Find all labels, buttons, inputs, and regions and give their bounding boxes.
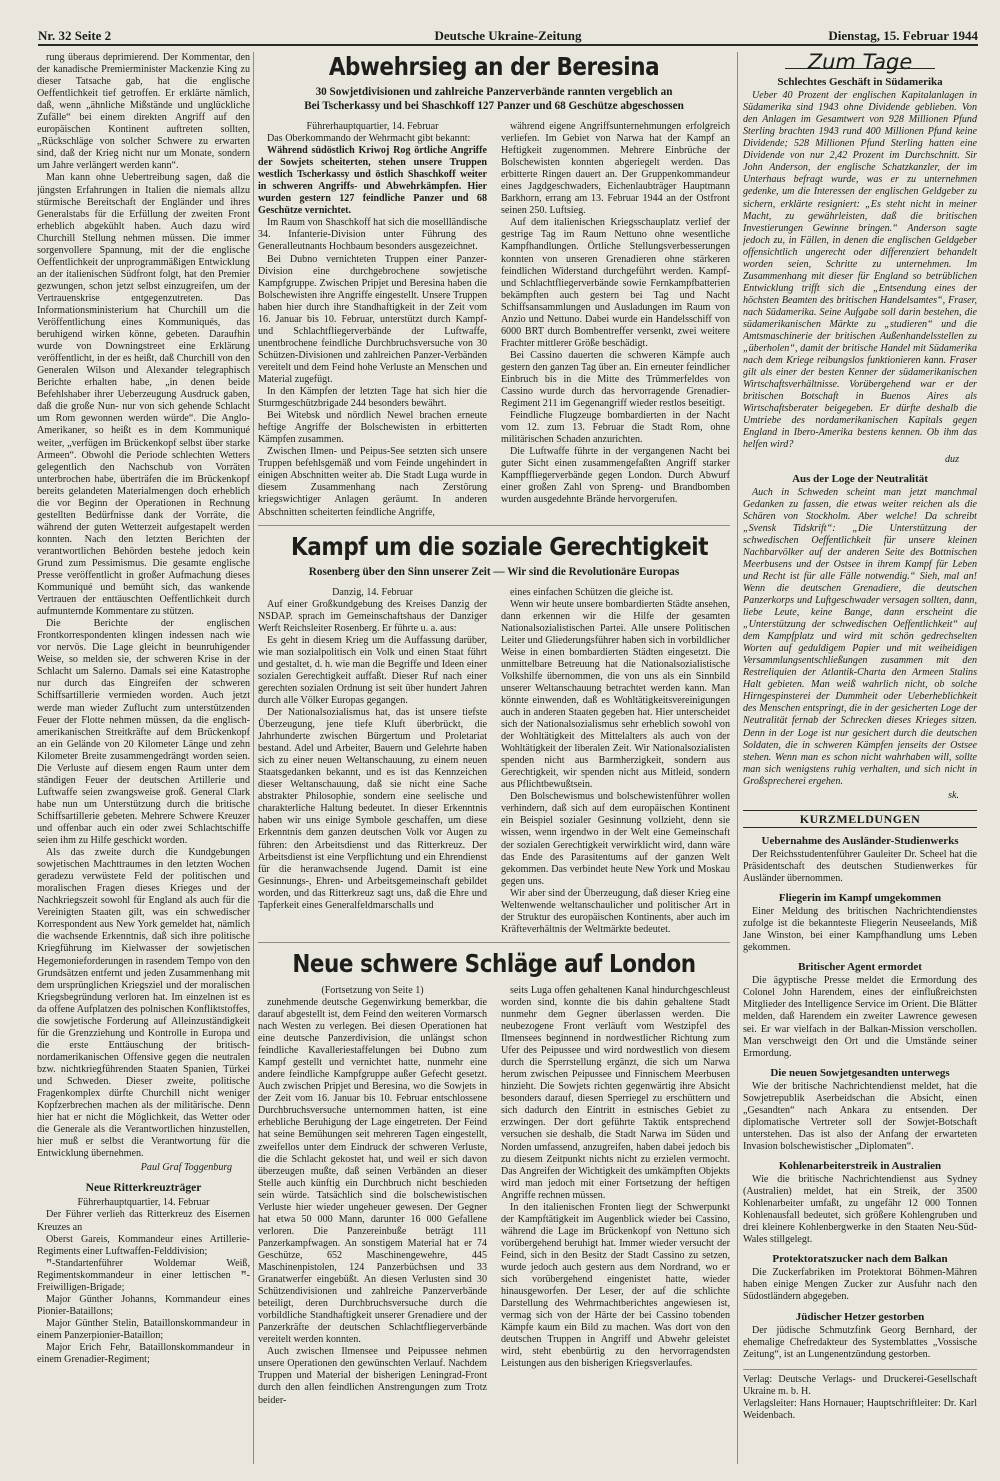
paragraph: In den italienischen Fronten liegt der Schwerpunkt der Kampftätigkeit im Augenblick wieder bei Cassino, während die Lage im Brückenkopf von Nettuno sich vorübergehend beruhigt hat. Immer wieder versucht der Feind, sich in den Besitz der Stadt Cassino zu setzen, wurde jedoch auch gestern aus dem Nordrand, wo er sich vorübergehend eingenistet hatte, wieder hinausgeworfen. Der Leser, der auf die schlichte Darstellung des Wehrmachtberichtes angewiesen ist, vermag sich von der Härte der bei Cassino tobenden Kämpfe kaum ein Bild zu machen. Was dort von den deutschen Truppen in Angriff und Abwehr geleistet wird, steht ebenbürtig zu den hervorragendsten Leistungen aus den bisherigen Kriegsverlaufes. xyxy=(501,1201,730,1370)
paragraph: Major Erich Fehr, Bataillonskommandeur in einem Grenadier-Regiment; xyxy=(37,1341,250,1366)
paragraph: Als das zweite durch die Kundgebungen sowjetischen Machttraumes in den letzten Wochen geradezu verwüstete Feld der politischen und moralischen Fragen dieses Krieges und der Nachkriegszeit sowohl für England als auch für die Vereinigten Staaten gilt, was ein schwedischer Korrespondent aus New York gemeldet hat, nämlich die wachsende Erkenntnis, daß sich ihre politische Kriegführung im Kielwasser der sowjetischen Hegemonieforderungen in rasendem Tempo von den Grundsätzen entfernt und jeden Zusammenhang mit dem ursprünglichen Kriegsziel und der moralischen Kriegsbegründung verloren hat. Im einzelnen ist es da offene Aufplatzen des polnischen Konfliktstoffes, die sowjetische Forderung auf Alleinzuständigkeit für die Grenzziehung und Kontrolle in Europa und die erste Enttäuschung der britisch-nordamerikanischen Offensive gegen die neutralen bzw. nichtkriegführenden Staaten Spanien, Türkei und Schweden. Dieser zweite, politische Fragenkomplex dürfte Churchill nicht weniger Kopfzerbrechen machen als der militärische. Denn hier hat er nicht die Möglichkeit, das Wetter oder die Generale als die Verantwortlichen hinzustellen, hier muß er selbst die Verantwortung für die Entwicklung übernehmen. xyxy=(37,847,250,1160)
paragraph: Auf dem italienischen Kriegsschauplatz verlief der gestrige Tag im Raum Nettuno ohne wesentliche Kampfhandlungen. Örtliche Stellungsverbesserungen konnten von unseren Grenadieren ohne stärkeren feindlichen Widerstand durchgeführt werden. Kampf- und Schlachtfliegerverbände sowie Fernkampfbatterien bekämpften auch gestern bei Tag und Nacht Schiffsansammlungen und Ausladungen im Raum von Anzio und Nettuno. Dabei wurde ein Handelsschiff von 6000 BRT durch Bombentreffer versenkt, zwei weitere Frachter mittlerer Größe beschädigt. xyxy=(501,217,730,349)
suedamerika-signature: duz xyxy=(944,453,959,465)
paragraph: Während südöstlich Kriwoj Rog örtliche Angriffe der Sowjets scheiterten, stehen unsere Truppen westlich Tscherkassy und östlich Shaschkoff weiter in schweren Angriffs- und Abwehrkämpfen. Hier wurden gestern 127 feindliche Panzer und 68 Geschütze vernichtet. xyxy=(258,145,487,217)
kurzmeldung-text: Wie der britische Nachrichtendienst meldet, hat die Sowjetrepublik Aserbeidschan die Absicht, einen „Gesandten“ nach Ankara zu entsenden. Der diplomatische Vertreter soll der Sowjet-Botschaft unterstehen. Das ist also der Anfang der erwarteten Invasion bolschewistischer „Diplomaten“. xyxy=(743,1080,977,1152)
commentary-body xyxy=(37,52,250,1160)
neutralitaet-body xyxy=(743,487,977,788)
ritter-headline: Neue Ritterkreuzträger xyxy=(85,1182,202,1195)
paragraph: Wenn wir heute unsere bombardierten Städte ansehen, dann erkennen wir die Hilfe der gesamten Nationalsozialistischen Partei. Alle unsere Politischen Leiter und Gliederungsführer haben sich in vorbildlicher Weise in einen bombardierten Städten eingesetzt. Die unmittelbare Betreuung hat die Nationalsozialistische Volkshilfe übernommen, die von uns als ein Sinnbild unserer Weltanschauung betrachtet werden kann. Man könnte einwenden, daß es Wohltätigkeitsvereinigungen auch in anderen Staaten gegeben hat. Hier unterscheidet sich der Nationalsozialismus sehr erheblich sowohl von der Wohltätigkeit des Mittelalters als auch von der Wohltätigkeit der liberalen Zeit. Wir Nationalsozialisten spenden nicht aus Barmherzigkeit, sondern aus Gerechtigkeit, wir spenden nicht aus Mitleid, sondern aus Pflichtbewußtsein. xyxy=(501,598,730,791)
paragraph: Führerhauptquartier, 14. Februar xyxy=(306,121,439,132)
commentary-signature: Paul Graf Toggenburg xyxy=(140,1162,232,1174)
paragraph: rung überaus deprimierend. Der Kommentar, den der kanadische Premierminister Mackenzie King zu dieser Tatsache gab, hat die englische Oeffentlichkeit tief getroffen. Er erklärte nämlich, daß, wenn „ähnliche Mißstände und unglückliche Zufälle“ bei einem direkten Angriff auf den europäischen Kontinent auftreten sollten, „Rückschläge von solcher Schwere zu erwarten sind, daß der Krieg nicht nur um Monate, sondern um Jahre verlängert werden kann“. xyxy=(37,52,250,172)
paragraph: Feindliche Flugzeuge bombardierten in der Nacht vom 12. zum 13. Februar die Stadt Rom, ohne militärischen Schaden anzurichten. xyxy=(501,410,730,446)
paragraph: ꟸ-Standartenführer Woldemar Weiß, Regimentskommandeur in einer lettischen ꟸ-Freiwilligen-Brigade; xyxy=(37,1257,250,1293)
paragraph: Die Berichte der englischen Frontkorrespondenten klingen indessen nach wie vor nervös. Die Lage gleicht in beunruhigender Weise, so melden sie, der schweren Krise in der Schlacht um Salerno. Damals sei eine Katastrophe nur durch das Eingreifen der schweren Schiffsartillerie vermieden worden. Auch jetzt werde man wieder Zuflucht zum unterstützenden Feuer der Flotte nehmen müssen, da die englisch-amerikanischen Streitkräfte auf dem Brückenkopf an ein Gelände von 20 Kilometer Länge und zehn Kilometer Breite zusammengedrängt worden seien. Die Verluste auf diesem engen Raum unter dem ständigen Feuer der deutschen Artillerie und Luftwaffe seien zwangsweise groß. General Clark habe nun um Unterstützung durch die britische Schiffsartillerie gebeten. Mehrere Schwere Kreuzer und offenbar auch ein oder zwei Schlachtschiffe seien ihm zu Hilfe geschickt worden. xyxy=(37,618,250,847)
suedamerika-body xyxy=(743,90,977,451)
paragraph: zunehmende deutsche Gegenwirkung bemerkbar, die darauf abgestellt ist, dem Feind den weiteren Vormarsch nach Westen zu verlegen. Bei diesen Operationen hat eine deutsche Panzerdivision, die unlängst schon feindliche Kavalleriestaffelungen bei Dubno zum Kampf gestellt und vernichtet hatte, nunmehr eine andere feindliche Kampfgruppe außer Gefecht gesetzt. Auch zwischen Pripjet und Beresina, wo die Sowjets in der Zeit vom 16. Januar bis 10. Februar entschlossene Durchbruchsversuche unternommen hatten, ist eine erhebliche Beruhigung der Lage eingetreten. Der Feind hat seine Bemühungen seit mehreren Tagen eingestellt, zweifellos unter dem Eindruck der schweren Verluste, die die Schlacht gekostet hat, und weil er sich davon überzeugen mußte, daß seinen Verbänden an dieser Stelle auch künftig ein Durchbruch nicht beschieden sein würde. Tatsächlich sind die bolschewistischen Verluste hier wieder ungeheuer gewesen. Der Gegner hat etwa 50 000 Mann, darunter 16 000 Gefallene verloren. Die Panzereinbuße beträgt 111 Panzerkampfwagen. An sonstigem Material hat er 74 Geschütze, 652 Maschinengewehre, 445 Maschinenpistolen, 124 Panzerbüchsen und 33 Granatwerfer eingebüßt. An diesen Verlusten sind 30 Schützendivisionen und zahlreiche Panzerverbände beteiligt, deren Durchbruchsversuche durch die vorbildliche Standhaftigkeit unserer Grenadiere und der Panzerkräfte der deutschen Schlachtfliegerverbände vereitelt werden konnten. xyxy=(258,996,487,1346)
beresina-deck: 30 Sowjetdivisionen und zahlreiche Panzerverbände rannten vergeblich an Bei Tscherkassy und bei Shaschkoff 127 Panzer und 68 Geschütze abgeschossen xyxy=(304,86,684,112)
column-rule xyxy=(737,52,738,1464)
paragraph: Es geht in diesem Krieg um die Auffassung darüber, wie man sozialpolitisch ein Volk und einen Staat führt und gestaltet, d. h. wie man die Begriffe und Ideen einer sozialen Gerechtigkeit auffaßt. Dieser Ruf nach einer gerechten sozialen Ordnung ist seit über hundert Jahren durch alle Völker Europas gegangen. xyxy=(258,634,487,706)
kurzmeldung-title: Uebernahme des Ausländer-Studienwerks xyxy=(761,834,959,847)
issue-date: Dienstag, 15. Februar 1944 xyxy=(828,28,978,43)
neutralitaet-headline: Aus der Loge der Neutralität xyxy=(792,472,928,485)
london-headline: Neue schwere Schläge auf London xyxy=(292,948,696,978)
kurzmeldungen-list xyxy=(743,835,977,1361)
paragraph: Ueber 40 Prozent der englischen Kapitalanlagen in Südamerika sind 1943 ohne Dividende geblieben. Von den Anlagen im Gesamtwert von 928 Millionen Pfund Sterling brachten 1943 rund 400 Millionen Pfund keine Dividende; 528 Millionen Pfund Sterling hatten eine Dividende von nur 2,42 Prozent im Durchschnitt. Sir John Anderson, der englische Schatzkanzler, der im Unterhaus befragt wurde, was er zu unternehmen gedenke, um die Interessen der englischen Geldgeber zu sichern, erklärte resigniert: „Es steht nicht in meiner Macht, zu gewährleisten, daß die britischen Investierungen Gewinne bringen.“ Anderson sagte jedoch zu, in Fällen, in denen die englischen Geldgeber offensichtlich ungerecht oder differenziert behandelt worden seien, Schritte zu unternehmen. Im Zusammenhang mit dieser für England so betrüblichen Entwicklung trifft sich die „Entsendung eines der höchsten Beamten des britischen Handelsamtes“, Fraser, nach Südamerika. Seine Aufgabe soll darin bestehen, die südamerikanischen Märkte zu „studieren“ und die Amtsmaschinerie der britischen Außenhandelsstellen zu „überholen“, damit der britische Handel mit Südamerika nach dem Kriege reibungslos funktionieren kann. Fraser gilt als einer der besten Kenner der südamerikanischen Wirtschaftsverhältnisse. Vorübergehend war er der britischen Botschaft in Buenos Aires als Wirtschaftsberater beigegeben. Er dürfte deshalb die Umtriebe des nordamerikanischen Kapitals gegen England in Ibero-Amerika bestens kennen. Ob ihm das helfen wird? xyxy=(743,90,977,451)
paragraph: Bei Dubno vernichteten Truppen einer Panzer-Division eine durchgebrochene sowjetische Kampfgruppe. Zwischen Pripjet und Beresina haben die Bolschewisten ihre Angriffe eingestellt. Unsere Truppen haben hier durch ihre Standhaftigkeit in der Zeit vom 16. Januar bis 10. Februar, unterstützt durch Kampf- und Schlachtfliegerverbände der Luftwaffe, unentbrochene feindliche Durchbruchsversuche von 30 Schützen-Divisionen und zahlreichen Panzer-Verbänden vereitelt und dem Feind hohe Verluste an Menschen und Material zugefügt. xyxy=(258,253,487,385)
paragraph: Man kann ohne Uebertreibung sagen, daß die jüngsten Erfahrungen in Italien die niemals allzu stürmische Bereitschaft der Engländer und ihres Generalstabs für die Erfüllung der zweiten Front erheblich abgekühlt haben. Auch dazu wird Churchill Stellung nehmen müssen. Die immer sorgenvollere Spannung, mit der die englische Oeffentlichkeit der unprogrammäßigen Entwicklung an der italienischen Südfront folgt, hat den Premier gezwungen, schon jetzt selbst einzugreifen, um der Vertrauenskrise entgegenzutreten. Das Informationsministerium hat Churchill um die Veröffentlichung eines Kommuniqués, das beruhigend wirken könne, gebeten. Daraufhin wurde von Downingstreet eine Erklärung veröffentlicht, in der es heißt, daß Churchill von den Generalen Wilson und Alexander telegraphisch Berichte erhalten habe, „in denen beide Befehlshaber ihrer Ueberzeugung Ausdruck gaben, daß die große Nun- nur von sich gehende Schlacht um Rom gewonnen werden würde“. Die Anglo-Amerikaner, so heißt es in dem Kommuniqué weiter, „verfügen im Brückenkopf selbst über starke Armeen“. Obwohl die Periode schlechten Wetters gelegentlich den Nachschub von Vorräten unterbrochen habe, überträfen die im Brückenkopf bereits gelandeten Materialmengen doch erheblich die vor Beginn der Operationen in Rechnung gestellten Bedürfnisse dank der Vorräte, die während der guten Wetterzeit aufgestapelt werden konnten. Nach den letzten Berichten der verantwortlichen Behörden bestehe jedoch kein Grund zum Pessimismus. Die gesamte englische Presse veröffentlicht in großer Aufmachung dieses Kommuniqué und bemüht sich, das wankende Vertrauen der enttäuschten Oeffentlichkeit durch aufmunternde Kommentare zu stützen. xyxy=(37,172,250,618)
paragraph: Auch in Schweden scheint man jetzt manchmal Gedanken zu fassen, die etwas weiter reichen als die Schären von Stockholm. Aber welche! Da schreibt „Svensk Tidskrift“: „Die Unterstützung der schwedischen Oeffentlichkeit für unsere kleinen Nachbarvölker auf der anderen Seite des Bottnischen Meerbusens und der Ostsee in ihrem Kampf für Leben und Recht ist für alle Fälle notwendig.“ Sieh, mal an! Wenn die deutschen Grenadiere, die deutschen Panzerkorps und Luftgeschwader versagen sollten, dann, liebe Leute, keine Bange, dann erscheint die „Unterstützung der schwedischen Oeffentlichkeit“ auf dem Kampfplatz und wird mit schön gedrechselten Worten auf geduldigem Papier und mit weiheidigen Versammlungsentschließungen zusammen mit den Restreliquien der Atlantik-Charta den Armeen Stalins Halt gebieten. Man weiß wahrlich nicht, ob solche Hirngespinsterei der Dummheit oder Ueberheblichkeit des Menschen entspringt, die in der gesicherten Loge der Neutralität fernab der Schrecken dieses Krieges sitzen. Denn in der Loge ist nur gesichert durch die deutschen Soldaten, die in schweren Kämpfen jenseits der Ostsee stehen. Wenn man es schon nicht wahrhaben will, sollte man sich wenigstens ruhig verhalten, und sich nicht in Großsprecherei ergehen. xyxy=(743,486,977,787)
issue-number: Nr. 32 Seite 2 xyxy=(38,28,112,43)
column-right xyxy=(743,52,977,1462)
paragraph: Oberst Gareis, Kommandeur eines Artillerie-Regiments einer Luftwaffen-Felddivision; xyxy=(37,1233,250,1257)
ritter-body xyxy=(37,1209,250,1366)
imprint xyxy=(743,1369,977,1422)
paragraph: Bei Witebsk und nördlich Newel brachen erneute heftige Angriffe der Bolschewisten in erbitterten Kämpfen zusammen. xyxy=(258,410,487,446)
paragraph: Verlag: Deutsche Verlags- und Druckerei-Gesellschaft Ukraine m. b. H. xyxy=(743,1373,977,1397)
kurzmeldung-text: Der jüdische Schmutzfink Georg Bernhard, der ehemalige Chefredakteur des Systemblattes „Vossische Zeitung“, ist an Lungenentzündung gestorben. xyxy=(743,1324,977,1360)
paragraph: (Fortsetzung von Seite 1) xyxy=(321,984,424,996)
gerechtigkeit-right-column xyxy=(501,587,730,936)
column-rule xyxy=(253,52,254,1464)
ritter-dateline: Führerhauptquartier, 14. Februar xyxy=(77,1197,210,1209)
london-left-column xyxy=(258,985,487,1407)
neutralitaet-signature: sk. xyxy=(948,789,959,801)
kurzmeldung-title: Jüdischer Hetzer gestorben xyxy=(795,1310,925,1323)
kurzmeldung-text: Die ägyptische Presse meldet die Ermordung des Colonel John Harendem, eines der einflußreichsten Mitglieder des Intelligence Service im Orient. Die Blätter melden, daß Harendem ein zweiter Lawrence gewesen sei. Er war vielfach in der Balkan-Mission verschollen. Man verschweigt den Ort und die Umstände seiner Ermordung. xyxy=(743,975,977,1059)
article-divider xyxy=(258,942,730,943)
article-divider xyxy=(258,525,730,526)
london-right-column xyxy=(501,985,730,1407)
column-commentary xyxy=(37,52,250,1462)
gerechtigkeit-left-column xyxy=(258,587,487,936)
kurzmeldung-title: Protektoratszucker nach dem Balkan xyxy=(772,1253,948,1266)
paragraph: Bei Cassino dauerten die schweren Kämpfe auch gestern den ganzen Tag über an. Ein erneuter feindlicher Einbruch bis in die Mitte des Trümmerfeldes von Cassino wurde durch das hervorragende Grenadier-Regiment 211 im Gegenangriff wieder restlos beseitigt. xyxy=(501,349,730,410)
paragraph: Major Günther Stelin, Bataillonskommandeur in einem Panzerpionier-Bataillon; xyxy=(37,1317,250,1341)
paragraph: Das Oberkommando der Wehrmacht gibt bekannt: xyxy=(267,133,471,145)
beresina-left-column xyxy=(258,121,487,519)
paragraph: Im Raum von Shaschkoff hat sich die mosellländische 34. Infanterie-Division unter Führung des Generalleutnants Hochbaum besonders ausgezeichnet. xyxy=(258,217,487,253)
paragraph: Den Bolschewismus und bolschewistenführer wollen verhindern, daß sich auf dem europäischen Kontinent ein Beispiel sozialer Gesinnung vollzieht, denn sie wissen, wenn irgendwo in der Welt eine Gemeinschaft der sozialen Gerechtigkeit verwirklicht wird, dann wäre das Ende des Parasitentums auf der ganzen Welt gekommen. Das verbindet heute New York und Moskau gegen uns. xyxy=(501,791,730,887)
center-columns xyxy=(258,52,730,1462)
paragraph: In den Kämpfen der letzten Tage hat sich hier die Sturmgeschützbrigade 244 besonders bewährt. xyxy=(258,386,487,410)
kurzmeldungen-heading: KURZMELDUNGEN xyxy=(743,810,977,828)
paragraph: Zwischen Ilmen- und Peipus-See setzten sich unsere Truppen befehlsgemäß und vom Feinde ungehindert in einigen Abschnitten weiter ab. Die Stadt Luga wurde in diesem Zusammenhang nach Zerstörung kriegswichtiger Anlagen geräumt. In anderen Abschnitten scheiterten feindliche Angriffe, xyxy=(258,446,487,518)
zum-tage-heading: Zum Tage xyxy=(785,56,935,69)
paragraph: während eigene Angriffsunternehmungen erfolgreich verliefen. Im Gebiet von Narwa hat der Kampf an Heftigkeit zugenommen. Mehrere Einbrüche der Bolschewisten konnten abgeriegelt werden. Das erbitterte Ringen dauert an. Der Gruppenkommandeur eines Jagdgeschwaders, Eichenlaubträger Hauptmann Barkhorn, errang am 13. Februar 1944 an der Ostfront seinen 250. Luftsieg. xyxy=(501,121,730,217)
paragraph: Der Führer verlieh das Ritterkreuz des Eisernen Kreuzes an xyxy=(37,1209,250,1233)
beresina-article xyxy=(258,121,730,519)
paragraph: seits Luga offen gehaltenen Kanal hindurchgeschleust worden sind, konnte die bis dahin gehaltene Stadt nunmehr dem Gegner überlassen werden. Die neubezogene Front verläuft vom Westzipfel des Ilmensees beginnend in nordwestlicher Richtung zum Ufer des Peipussee und wird nordwestlich von diesem durch die Sperrstellung ergänzt, die sich um Narwa herum zwischen Peipussee und Finnischem Meerbusen hinzieht. Die Sowjets richten gegenwärtig ihre Absicht besonders darauf, diesen Sperriegel zu erschüttern und sich dadurch den Eintritt in estnisches Gebiet zu erzwingen. Der dort geführte Taktik entsprechend versuchen sie deshalb, die Stadt Narwa im Süden und Norden umfassend, anzugreifen, haben dabei jedoch bis zu diesem Zeitpunkt nichts nicht zu erzielen vermocht. Das Angreifen der Wichtigkeit des umkämpften Objekts wird man jedoch mit einer Fortsetzung der heftigen Angriffe rechnen müssen. xyxy=(501,984,730,1201)
kurzmeldung-title: Die neuen Sowjetgesandten unterwegs xyxy=(770,1066,950,1079)
beresina-right-column xyxy=(501,121,730,519)
paragraph: Wir aber sind der Überzeugung, daß dieser Krieg eine Weltenwende weltanschaulicher und politischer Art in der Struktur des europäischen Kontinents, aber auch im Kräfteverhältnis der Weltmärkte bedeutet. xyxy=(501,887,730,935)
gerechtigkeit-deck: Rosenberg über den Sinn unserer Zeit — Wir sind die Revolutionäre Europas xyxy=(308,565,680,578)
kurzmeldung-title: Fliegerin im Kampf umgekommen xyxy=(778,892,942,905)
gerechtigkeit-headline: Kampf um die soziale Gerechtigkeit xyxy=(291,531,709,561)
paragraph: Verlagsleiter: Hans Hornauer; Hauptschriftleiter: Dr. Karl Weidenbach. xyxy=(743,1397,977,1421)
paragraph: Auf einer Großkundgebung des Kreises Danzig der NSDAP. sprach im Gemeinschaftshaus der Danziger Werft Reichsleiter Rosenberg. Er führte u. a. aus: xyxy=(258,598,487,634)
paragraph: eines einfachen Schützen die gleiche ist. xyxy=(510,586,674,598)
london-article xyxy=(258,985,730,1407)
kurzmeldung-text: Einer Meldung des britischen Nachrichtendienstes zufolge ist die bekannteste Fliegerin Neuseelands, Miß Jane Winston, bei einer Kampfhandlung ums Leben gekommen. xyxy=(743,906,977,954)
kurzmeldung-text: Die Zuckerfabriken im Protektorat Böhmen-Mähren haben einige Mengen Zucker zur Ausfuhr nach den Südostländern abgegeben. xyxy=(743,1267,977,1303)
paragraph: Danzig, 14. Februar xyxy=(332,586,413,598)
paragraph: Auch zwischen Ilmensee und Peipussee nehmen unsere Operationen den gewünschten Verlauf. Nachdem Truppen und Material der bisherigen Leningrad-Front durch den allen feindlichen Anstrengungen zum Trotz beider- xyxy=(258,1346,487,1406)
kurzmeldung-title: Kohlenarbeiterstreik in Australien xyxy=(778,1159,942,1172)
kurzmeldung-title: Britischer Agent ermordet xyxy=(798,961,922,974)
kurzmeldung-text: Wie die britische Nachrichtendienst aus Sydney (Australien) meldet, hat ein Streik, der 3500 Kohlenarbeiter umfaßt, zu ungefähr 12 000 Tonnen Kohlenausfall bedeutet, sich größere Kohlengruben und drei kleinere Kohlenbergwerke in den Staaten Neu-Süd-Wales stillgelegt. xyxy=(743,1174,977,1246)
page-header xyxy=(38,26,978,46)
paragraph: Der Nationalsozialismus hat, das ist unsere tiefste Überzeugung, jene tiefe Kluft überbrückt, die Jahrhunderte zwischen Bürgertum und Proletariat bestand. Adel und Arbeiter, Bauern und Gelehrte haben sich zu einer neuen Weltanschauung, zu einem neuen Staatsgedanken bekannt, und es ist das Kennzeichen dieser Weltanschauung, daß sie nicht eine Sache abstrakter Philosophie, sondern eine seelische und charakterliche Haltung bedeutet. In dieser Erkenntnis haben wir uns einige Symbole geschaffen, um diese Erkenntnis dem ganzen deutschen Volk vor Augen zu führen: den Arbeitsdienst und das Ritterkreuz. Der Arbeitsdienst ist eine Verpflichtung und ein Ehrendienst für die heranwachsende Jugend. Damit ist eine Gesinnungs-, Ehren- und Arbeitsgemeinschaft gebildet worden, und das Ritterkreuz sagt uns, daß die Ehre und Tapferkeit eines Generalfeldmarschalls und xyxy=(258,707,487,911)
kurzmeldung-text: Der Reichsstudentenführer Gauleiter Dr. Scheel hat die Präsidentschaft des deutschen Studienwerkes für Ausländer übernommen. xyxy=(743,848,977,884)
paragraph: Die Luftwaffe führte in der vergangenen Nacht bei guter Sicht einen zusammengefaßten Angriff starker Kampffliegerverbände gegen London. Durch Abwurf einer großen Zahl von Spreng- und Brandbomben wurden ausgedehnte Brände hervorgerufen. xyxy=(501,446,730,506)
paragraph: Major Günther Johanns, Kommandeur eines Pionier-Bataillons; xyxy=(37,1293,250,1317)
beresina-headline: Abwehrsieg an der Beresina xyxy=(328,52,660,81)
suedamerika-headline: Schlechtes Geschäft in Südamerika xyxy=(777,76,943,89)
gerechtigkeit-article xyxy=(258,587,730,936)
paper-title: Deutsche Ukraine-Zeitung xyxy=(434,28,582,43)
